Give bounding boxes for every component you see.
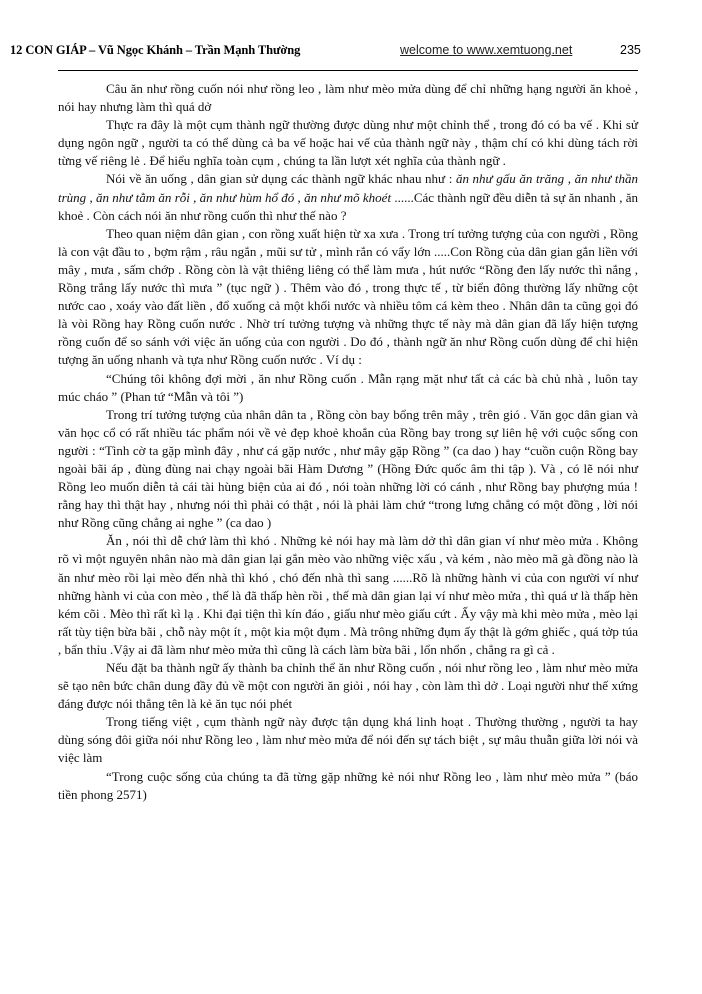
paragraph-4: Theo quan niệm dân gian , con rồng xuất hiện từ xa xưa . Trong trí tưởng tượng của con người , Rồng là con vật đầu to , bợm rậm , râu ngắn , mũi sư tử , mình rắn có vẩy lớn .....Con Rồng của dân gian gắn liền với mây , mưa , sấm chớp . Rồng còn là vật thiêng liêng có thể làm mưa , hút nước “Rồng đen lấy nước thì nắng , Rồng trắng lấy nước thì mưa ” (tục ngữ ) . Thêm vào đó , trong thực tế , từ biển đông thường lấy những cột nước cao , xoáy vào đất liền , đổ xuống cả một khối nước và nhiều tôm cá kèm theo . Nhân dân ta cũng gọi đó là vòi Rồng hay Rồng cuốn nước . Nhờ trí tưởng tượng và những thực tế này mà dân gian đã lấy hiện tượng rồng cuốn để so sánh với việc ăn uống của con người . Do đó , thành ngữ ăn như Rồng cuốn dùng để chỉ hiện tượng ăn uống nhanh và tựa như Rồng cuốn nước . Ví dụ : bbox=[58, 225, 638, 368]
paragraph-6: Trong trí tưởng tượng của nhân dân ta , Rồng còn bay bổng trên mây , trên gió . Văn gọc dân gian và văn học cổ có rất nhiều tác phẩm nói về vẻ đẹp khoẻ khoắn của Rồng bay trong sự liên hệ với cuộc sống con người : “Tình cờ ta gặp mình đây , như cá gặp nước , như mây gặp Rồng ” (ca dao ) hay “cuồn cuộn Rồng bay ngoài bãi áp , đùng đùng nai chạy ngoài bãi Hàm Dương ” (Hồng Đức quốc âm thi tập ). Và , có lẽ nói như Rồng leo muốn diễn tả cái tài hùng biện của ai đó , nói toàn những lời có cánh , như Rồng bay phượng múa ! rằng hay thì thật hay , nhưng nói thì phải có thật , nói là phải làm chứ “trong lưng chẳng có một đồng , lời nói như Rồng cũng chẳng ai nghe ” (ca dao ) bbox=[58, 406, 638, 531]
paragraph-3-outro: ......Các thành ngữ đều diễn tả sự ăn nhanh , ăn khoẻ . Còn cách nói ăn như rồng cuốn thì như thế nào ? bbox=[58, 189, 639, 223]
paragraph-3-idioms: ăn như gấu ăn trăng , ăn như thần trùng , ăn như tằm ăn rỗi , ăn như hùm hổ đó , ăn như mõ khoét bbox=[58, 171, 638, 205]
page-header bbox=[10, 43, 692, 61]
paragraph-9: Trong tiếng việt , cụm thành ngữ này được tận dụng khá linh hoạt . Thường thường , người ta hay dùng sóng đôi giữa nói như Rồng leo , làm như mèo mửa để nói đến sự tách biệt , sự mâu thuẫn giữa lời nói và việc làm bbox=[58, 714, 638, 766]
paragraph-8: Nếu đặt ba thành ngữ ấy thành ba chỉnh thể ăn như Rồng cuốn , nói như rồng leo , làm như mèo mửa sẽ tạo nên bức chân dung đầy đủ về một con người ăn giỏi , nói hay , còn làm thì dở . Loại người như thế xứng đáng được nói thẳng tên là kẻ ăn tục nói phét bbox=[58, 660, 638, 712]
document-body bbox=[58, 80, 638, 804]
paragraph-3 bbox=[58, 170, 638, 224]
paragraph-7: Ăn , nói thì dễ chứ làm thì khó . Những kẻ nói hay mà làm dở thì dân gian ví như mèo mửa . Không rõ vì một nguyên nhân nào mà dân gian lại gắn mèo vào những việc xấu , và kém , nào mèo mã gà đồng nào là ăn như mèo rồi lại mèo đến nhà thì khó , chó đến nhà thì sang ......Rõ là những hành vi của con người ví như những hành vi của con mèo , thế là đã thấp hèn rồi , thế mà dân gian lại ví như mèo mửa , thì quá ư là thấp hèn kém cõi . Mèo thì rất kì lạ . Khi đại tiện thì kín đáo , giấu như mèo giấu cứt . Ấy vậy mà khi mèo mửa , mèo lại rất tùy tiện bừa bãi , chỗ này một ít , một kia một đụm . Mà trông những đụm ấy thật là gớm ghiếc , quá tởp túa , bẩn thỉu .Vậy ai đã làm như mèo mửa thì cũng là cách làm bừa bãi , lổn nhổn , chẳng ra gì cả . bbox=[58, 533, 638, 657]
paragraph-2: Thực ra đây là một cụm thành ngữ thường được dùng như một chỉnh thể , trong đó có ba vế . Khi sử dụng ngôn ngữ , người ta có thể dùng cả ba vế hoặc hai vế của thành ngữ này , thậm chí có khi dùng tách rời từng vế riêng lẻ . Để hiểu nghĩa toàn cụm , chúng ta lần lượt xét nghĩa của thành ngữ . bbox=[58, 117, 638, 169]
paragraph-1: Câu ăn như rồng cuốn nói như rồng leo , làm như mèo mửa dùng để chỉ những hạng người ăn khoẻ , nói hay nhưng làm thì quá dở bbox=[58, 81, 638, 115]
header-divider bbox=[58, 70, 638, 71]
book-title: 12 CON GIÁP – Vũ Ngọc Khánh – Trần Mạnh Thường bbox=[10, 43, 301, 57]
paragraph-3-intro: Nói về ăn uống , dân gian sử dụng các thành ngữ khác nhau như : bbox=[106, 171, 456, 187]
page-number: 235 bbox=[620, 43, 641, 57]
website-link[interactable]: welcome to www.xemtuong.net bbox=[400, 43, 573, 57]
paragraph-5-quote: “Chúng tôi không đợi mời , ăn như Rồng cuốn . Mẫn rạng mặt như tất cả các bà chủ nhà , luôn tay múc cháo ” (Phan tứ “Mẫn và tôi ”) bbox=[58, 370, 638, 404]
paragraph-10-quote: “Trong cuộc sống của chúng ta đã từng gặp những kẻ nói như Rồng leo , làm như mèo mửa ” (báo tiền phong 2571) bbox=[58, 768, 638, 802]
